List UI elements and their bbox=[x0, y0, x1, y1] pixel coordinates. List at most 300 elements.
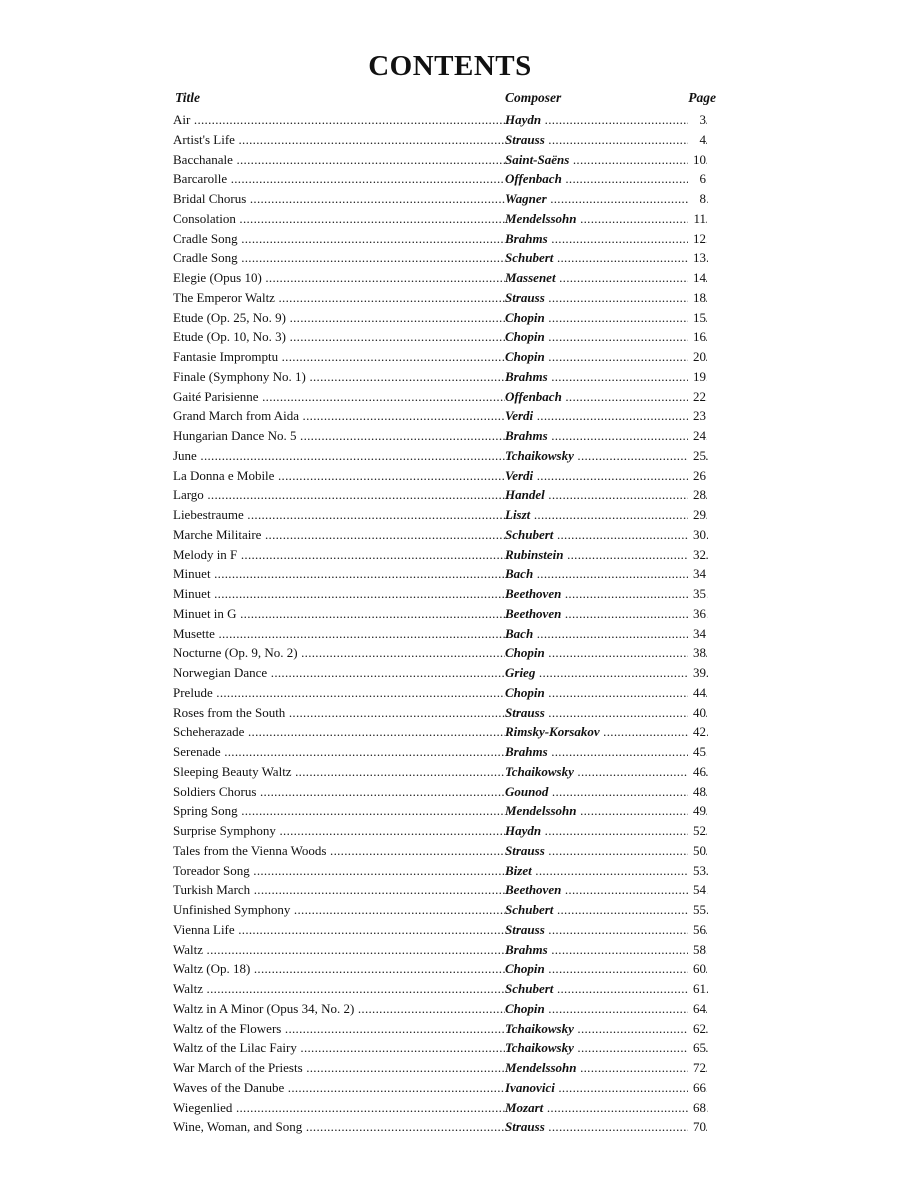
toc-entry-title-cell bbox=[173, 782, 505, 802]
toc-entry-page: 29 bbox=[688, 505, 706, 525]
toc-entry-page: 65 bbox=[688, 1038, 706, 1058]
toc-entry-title: Bacchanale bbox=[173, 151, 233, 167]
toc-entry bbox=[0, 999, 900, 1019]
toc-entry bbox=[0, 703, 900, 723]
toc-entry-composer: Schubert bbox=[505, 526, 554, 542]
toc-entry-page: 28 bbox=[688, 485, 706, 505]
toc-entry-page: 16 bbox=[688, 327, 706, 347]
toc-entry-composer: Tchaikowsky bbox=[505, 763, 574, 779]
toc-entry-composer-cell bbox=[505, 821, 708, 841]
toc-entry-title: Waltz bbox=[173, 941, 203, 957]
toc-entry-composer: Strauss bbox=[505, 289, 545, 305]
toc-entry-title: Waltz (Op. 18) bbox=[173, 961, 251, 977]
toc-entry-composer-cell bbox=[505, 327, 708, 347]
toc-entry-title: Elegie (Opus 10) bbox=[173, 270, 262, 285]
toc-entry-title-cell bbox=[173, 229, 505, 249]
toc-entry-composer-cell bbox=[505, 1038, 708, 1058]
toc-entry-title: Spring Song bbox=[173, 803, 238, 819]
toc-entry-composer: Brahms bbox=[505, 744, 548, 759]
toc-entry-page: 46 bbox=[688, 762, 706, 782]
toc-entry-composer-cell bbox=[505, 604, 708, 624]
toc-entry-title-cell bbox=[173, 485, 505, 505]
toc-entry-title-cell bbox=[173, 545, 505, 565]
toc-entry-title: Minuet bbox=[173, 566, 211, 582]
toc-entry-title-cell bbox=[173, 1019, 505, 1039]
toc-entry-title: Cradle Song bbox=[173, 230, 238, 246]
toc-entry-page: 3 bbox=[688, 110, 706, 130]
toc-entry-title: Minuet bbox=[173, 586, 211, 601]
toc-entry-composer: Rimsky-Korsakov bbox=[505, 724, 600, 740]
toc-entry-composer: Haydn bbox=[505, 823, 542, 838]
toc-entry bbox=[0, 1058, 900, 1078]
toc-entry bbox=[0, 288, 900, 308]
toc-entry-title-cell bbox=[173, 1098, 505, 1118]
toc-entry-page: 35 bbox=[688, 584, 706, 604]
toc-entry bbox=[0, 643, 900, 663]
toc-entry-composer: Ivanovici bbox=[505, 1079, 555, 1095]
toc-entry bbox=[0, 426, 900, 446]
toc-entry-title-cell bbox=[173, 150, 505, 170]
toc-entry bbox=[0, 327, 900, 347]
toc-entry-composer: Chopin bbox=[505, 1000, 545, 1016]
toc-entry-composer: Grieg bbox=[505, 665, 536, 680]
toc-entry-page: 14 bbox=[688, 268, 706, 288]
toc-entry-composer: Verdi bbox=[505, 467, 534, 483]
toc-entry-composer-cell bbox=[505, 841, 708, 861]
toc-entry-composer-cell bbox=[505, 920, 708, 940]
toc-entry-title-cell bbox=[173, 643, 505, 663]
toc-entry bbox=[0, 1098, 900, 1118]
toc-entry-composer: Schubert bbox=[505, 250, 554, 266]
toc-entry-title-cell bbox=[173, 327, 505, 347]
toc-entry-composer-cell bbox=[505, 505, 708, 525]
toc-entry bbox=[0, 406, 900, 426]
toc-entry-composer-cell bbox=[505, 308, 708, 328]
toc-entry-page: 49 bbox=[688, 801, 706, 821]
toc-entry-page: 23 bbox=[688, 406, 706, 426]
toc-entry-composer-cell bbox=[505, 1019, 708, 1039]
toc-entry-title-cell bbox=[173, 861, 505, 881]
toc-entry bbox=[0, 564, 900, 584]
toc-entry-page: 10 bbox=[688, 150, 706, 170]
toc-entry-composer-cell bbox=[505, 861, 708, 881]
toc-entry-page: 58 bbox=[688, 940, 706, 960]
toc-entry bbox=[0, 308, 900, 328]
toc-entry-page: 68 bbox=[688, 1098, 706, 1118]
toc-entry-title-cell bbox=[173, 308, 505, 328]
toc-entry-composer-cell bbox=[505, 1058, 708, 1078]
toc-entry-title-cell bbox=[173, 169, 505, 189]
toc-entry-title: Waves of the Danube bbox=[173, 1079, 285, 1095]
toc-entry-page: 34 bbox=[688, 564, 706, 584]
toc-entry-page: 12 bbox=[688, 229, 706, 249]
toc-entry-composer: Strauss bbox=[505, 131, 545, 147]
toc-entry-title-cell bbox=[173, 446, 505, 466]
toc-entry-title-cell bbox=[173, 959, 505, 979]
toc-entry bbox=[0, 663, 900, 683]
toc-entry bbox=[0, 387, 900, 407]
toc-entry-composer: Verdi bbox=[505, 408, 534, 424]
toc-entry-composer-cell bbox=[505, 801, 708, 821]
toc-entry-title-cell bbox=[173, 406, 505, 426]
toc-entry-title: Musette bbox=[173, 625, 215, 641]
toc-entry-page: 39 bbox=[688, 663, 706, 683]
toc-entry-composer-cell bbox=[505, 940, 708, 960]
toc-entry bbox=[0, 446, 900, 466]
toc-entry-composer-cell bbox=[505, 1098, 708, 1118]
toc-entry bbox=[0, 248, 900, 268]
toc-entry-title-cell bbox=[173, 979, 505, 999]
toc-entry bbox=[0, 782, 900, 802]
toc-entry-composer-cell bbox=[505, 268, 708, 288]
toc-entry bbox=[0, 209, 900, 229]
toc-entry-title-cell bbox=[173, 387, 505, 407]
toc-entry-title-cell bbox=[173, 900, 505, 920]
toc-entry-title: Gaité Parisienne bbox=[173, 388, 259, 404]
toc-entry-composer: Offenbach bbox=[505, 171, 562, 187]
toc-entry-composer: Tchaikowsky bbox=[505, 447, 574, 463]
toc-entry bbox=[0, 466, 900, 486]
toc-entry-composer-cell bbox=[505, 347, 708, 367]
toc-entry-title: Fantasie Impromptu bbox=[173, 349, 279, 364]
toc-entry-title-cell bbox=[173, 999, 505, 1019]
toc-entry-title: Barcarolle bbox=[173, 171, 228, 187]
toc-entry-title-cell bbox=[173, 564, 505, 584]
toc-entry bbox=[0, 1019, 900, 1039]
toc-entry-composer-cell bbox=[505, 150, 708, 170]
toc-entry-page: 60 bbox=[688, 959, 706, 979]
toc-entry-title: Soldiers Chorus bbox=[173, 783, 257, 799]
toc-entry-title: Toreador Song bbox=[173, 862, 250, 878]
toc-entry-title-cell bbox=[173, 604, 505, 624]
toc-entry-composer: Gounod bbox=[505, 783, 549, 799]
toc-entry-composer-cell bbox=[505, 584, 708, 604]
toc-entry-composer-cell bbox=[505, 880, 708, 900]
toc-entry-composer: Chopin bbox=[505, 349, 545, 364]
toc-entry-composer-cell bbox=[505, 663, 708, 683]
column-header-title: Title bbox=[175, 90, 200, 105]
toc-entry-composer: Chopin bbox=[505, 684, 545, 700]
toc-entry-composer-cell bbox=[505, 169, 708, 189]
toc-entry-title: Roses from the South bbox=[173, 704, 286, 720]
toc-entry-title-cell bbox=[173, 248, 505, 268]
toc-entry-title: Prelude bbox=[173, 684, 213, 700]
toc-entry-composer: Chopin bbox=[505, 329, 545, 345]
toc-entry bbox=[0, 584, 900, 604]
toc-entry-composer: Chopin bbox=[505, 645, 545, 661]
page-title: CONTENTS bbox=[368, 50, 532, 82]
toc-entry-title: Largo bbox=[173, 487, 204, 503]
toc-entry bbox=[0, 979, 900, 999]
toc-entry-page: 8 bbox=[688, 189, 706, 209]
toc-entry-page: 64 bbox=[688, 999, 706, 1019]
toc-entry-composer-cell bbox=[505, 643, 708, 663]
toc-entry-page: 24 bbox=[688, 426, 706, 446]
toc-entry bbox=[0, 367, 900, 387]
toc-entry bbox=[0, 189, 900, 209]
toc-entry-page: 19 bbox=[688, 367, 706, 387]
toc-entry-page: 42 bbox=[688, 722, 706, 742]
toc-entry-title-cell bbox=[173, 347, 505, 367]
toc-entry-composer-cell bbox=[505, 545, 708, 565]
toc-entry-title: Minuet in G bbox=[173, 605, 237, 621]
toc-entry-composer-cell bbox=[505, 426, 708, 446]
toc-entry-title: Etude (Op. 10, No. 3) bbox=[173, 329, 287, 345]
toc-entry-title-cell bbox=[173, 367, 505, 387]
toc-entry-title: Scheherazade bbox=[173, 724, 245, 740]
toc-entry bbox=[0, 505, 900, 525]
toc-entry-page: 55 bbox=[688, 900, 706, 920]
toc-entry-composer: Chopin bbox=[505, 961, 545, 977]
toc-entry-title: Sleeping Beauty Waltz bbox=[173, 763, 292, 779]
toc-entry bbox=[0, 1117, 900, 1137]
toc-entry-title: Nocturne (Op. 9, No. 2) bbox=[173, 645, 298, 661]
toc-entry bbox=[0, 762, 900, 782]
toc-entry bbox=[0, 229, 900, 249]
toc-entry-composer-cell bbox=[505, 189, 708, 209]
toc-entry bbox=[0, 722, 900, 742]
column-header-page: Page bbox=[688, 90, 716, 105]
toc-entry bbox=[0, 169, 900, 189]
toc-entry-title-cell bbox=[173, 268, 505, 288]
toc-entry-composer-cell bbox=[505, 1117, 708, 1137]
toc-entry-page: 53 bbox=[688, 861, 706, 881]
toc-entry-composer: Beethoven bbox=[505, 882, 562, 898]
toc-entry-title: Liebestraume bbox=[173, 507, 244, 522]
toc-entry-title-cell bbox=[173, 722, 505, 742]
toc-entry-title: Hungarian Dance No. 5 bbox=[173, 428, 297, 443]
toc-entry-title: Unfinished Symphony bbox=[173, 902, 291, 917]
contents-list bbox=[0, 110, 900, 1137]
toc-entry-title: War March of the Priests bbox=[173, 1060, 303, 1075]
toc-entry-title: Vienna Life bbox=[173, 921, 235, 937]
toc-entry-title-cell bbox=[173, 624, 505, 644]
toc-entry-composer: Beethoven bbox=[505, 605, 562, 621]
toc-entry-composer: Strauss bbox=[505, 921, 545, 937]
toc-entry-composer-cell bbox=[505, 248, 708, 268]
toc-entry-title-cell bbox=[173, 801, 505, 821]
toc-entry bbox=[0, 525, 900, 545]
toc-entry-composer-cell bbox=[505, 485, 708, 505]
toc-entry-title: Wiegenlied bbox=[173, 1099, 233, 1115]
toc-entry-title: Consolation bbox=[173, 210, 236, 226]
toc-entry-title: Surprise Symphony bbox=[173, 823, 276, 838]
toc-entry-title-cell bbox=[173, 1078, 505, 1098]
toc-entry bbox=[0, 900, 900, 920]
toc-entry-page: 20 bbox=[688, 347, 706, 367]
toc-entry-page: 18 bbox=[688, 288, 706, 308]
toc-entry-title: Etude (Op. 25, No. 9) bbox=[173, 309, 287, 325]
toc-entry-title: Air bbox=[173, 112, 191, 127]
toc-entry-composer-cell bbox=[505, 703, 708, 723]
toc-entry-page: 25 bbox=[688, 446, 706, 466]
toc-entry-composer: Strauss bbox=[505, 1119, 545, 1135]
toc-entry-composer-cell bbox=[505, 564, 708, 584]
toc-entry bbox=[0, 861, 900, 881]
toc-entry bbox=[0, 110, 900, 130]
toc-entry-composer: Rubinstein bbox=[505, 546, 564, 562]
toc-entry-title-cell bbox=[173, 288, 505, 308]
toc-entry-title-cell bbox=[173, 742, 505, 762]
toc-entry-composer: Mendelssohn bbox=[505, 210, 577, 226]
toc-entry-composer: Schubert bbox=[505, 981, 554, 996]
toc-entry-page: 40 bbox=[688, 703, 706, 723]
toc-entry-page: 62 bbox=[688, 1019, 706, 1039]
toc-entry-title-cell bbox=[173, 130, 505, 150]
toc-entry-title-cell bbox=[173, 505, 505, 525]
toc-entry-composer-cell bbox=[505, 446, 708, 466]
toc-entry-title-cell bbox=[173, 1038, 505, 1058]
toc-entry bbox=[0, 150, 900, 170]
toc-entry-title: Marche Militaire bbox=[173, 526, 262, 542]
toc-entry-composer-cell bbox=[505, 387, 708, 407]
toc-entry-page: 61 bbox=[688, 979, 706, 999]
toc-entry-composer: Strauss bbox=[505, 842, 545, 858]
toc-entry-page: 66 bbox=[688, 1078, 706, 1098]
toc-entry-composer: Liszt bbox=[505, 507, 531, 522]
toc-entry bbox=[0, 347, 900, 367]
toc-entry bbox=[0, 821, 900, 841]
toc-entry-title: The Emperor Waltz bbox=[173, 289, 275, 305]
toc-entry-page: 50 bbox=[688, 841, 706, 861]
toc-entry-title: Waltz of the Flowers bbox=[173, 1020, 282, 1036]
toc-entry-page: 13 bbox=[688, 248, 706, 268]
toc-entry-composer: Bach bbox=[505, 625, 534, 641]
toc-entry-page: 4 bbox=[688, 130, 706, 150]
toc-entry-title: Artist's Life bbox=[173, 131, 235, 147]
toc-entry-composer: Saint-Saëns bbox=[505, 151, 570, 167]
toc-entry-composer: Bach bbox=[505, 566, 534, 582]
toc-entry-composer: Tchaikowsky bbox=[505, 1040, 574, 1056]
toc-entry-title-cell bbox=[173, 703, 505, 723]
toc-entry bbox=[0, 959, 900, 979]
toc-entry-composer: Brahms bbox=[505, 428, 548, 443]
toc-entry-title: Waltz bbox=[173, 981, 203, 996]
toc-entry-composer: Massenet bbox=[505, 270, 556, 285]
toc-entry-title: Wine, Woman, and Song bbox=[173, 1119, 303, 1135]
toc-entry bbox=[0, 624, 900, 644]
toc-entry-title-cell bbox=[173, 525, 505, 545]
toc-entry-composer-cell bbox=[505, 999, 708, 1019]
toc-entry-page: 72 bbox=[688, 1058, 706, 1078]
toc-entry-title-cell bbox=[173, 1117, 505, 1137]
toc-entry bbox=[0, 1038, 900, 1058]
toc-entry-composer: Brahms bbox=[505, 230, 548, 246]
toc-entry-title: Finale (Symphony No. 1) bbox=[173, 368, 306, 384]
toc-entry bbox=[0, 920, 900, 940]
toc-entry-composer: Bizet bbox=[505, 862, 532, 878]
toc-entry-composer: Chopin bbox=[505, 309, 545, 325]
toc-entry-title: Cradle Song bbox=[173, 250, 238, 266]
toc-entry-title: Waltz in A Minor (Opus 34, No. 2) bbox=[173, 1000, 355, 1016]
toc-entry-composer: Brahms bbox=[505, 941, 548, 957]
toc-entry-composer-cell bbox=[505, 288, 708, 308]
toc-entry bbox=[0, 801, 900, 821]
toc-entry bbox=[0, 880, 900, 900]
toc-entry-title: Norwegian Dance bbox=[173, 665, 268, 680]
column-header-composer: Composer bbox=[505, 90, 562, 105]
toc-entry-title-cell bbox=[173, 683, 505, 703]
toc-entry-composer-cell bbox=[505, 525, 708, 545]
toc-entry-title-cell bbox=[173, 663, 505, 683]
toc-entry-composer: Haydn bbox=[505, 112, 542, 127]
toc-entry-composer-cell bbox=[505, 130, 708, 150]
toc-entry-composer-cell bbox=[505, 624, 708, 644]
toc-entry-composer: Offenbach bbox=[505, 388, 562, 404]
toc-entry-composer-cell bbox=[505, 959, 708, 979]
toc-entry-page: 32 bbox=[688, 545, 706, 565]
toc-entry-composer-cell bbox=[505, 722, 708, 742]
toc-entry-page: 36 bbox=[688, 604, 706, 624]
toc-entry-composer-cell bbox=[505, 742, 708, 762]
toc-entry-title-cell bbox=[173, 584, 505, 604]
toc-entry-title-cell bbox=[173, 762, 505, 782]
toc-entry bbox=[0, 1078, 900, 1098]
toc-entry-page: 38 bbox=[688, 643, 706, 663]
toc-entry bbox=[0, 268, 900, 288]
toc-entry-composer: Tchaikowsky bbox=[505, 1020, 574, 1036]
toc-entry-title: Grand March from Aida bbox=[173, 408, 299, 424]
toc-entry bbox=[0, 742, 900, 762]
toc-entry bbox=[0, 130, 900, 150]
toc-entry-title-cell bbox=[173, 209, 505, 229]
toc-entry-title: Tales from the Vienna Woods bbox=[173, 842, 327, 858]
toc-entry-title-cell bbox=[173, 940, 505, 960]
toc-entry-composer-cell bbox=[505, 1078, 708, 1098]
toc-entry-title: Waltz of the Lilac Fairy bbox=[173, 1040, 297, 1056]
toc-entry bbox=[0, 683, 900, 703]
toc-entry-page: 48 bbox=[688, 782, 706, 802]
toc-entry-title-cell bbox=[173, 1058, 505, 1078]
toc-entry-composer: Brahms bbox=[505, 368, 548, 384]
toc-entry-page: 52 bbox=[688, 821, 706, 841]
toc-entry-title: Turkish March bbox=[173, 882, 251, 898]
toc-entry-composer: Schubert bbox=[505, 902, 554, 917]
toc-entry-title: Melody in F bbox=[173, 546, 238, 562]
toc-entry-composer-cell bbox=[505, 367, 708, 387]
toc-entry-page: 56 bbox=[688, 920, 706, 940]
toc-entry-title: Bridal Chorus bbox=[173, 191, 247, 206]
toc-entry-title-cell bbox=[173, 110, 505, 130]
toc-entry-page: 26 bbox=[688, 466, 706, 486]
toc-entry-title-cell bbox=[173, 189, 505, 209]
toc-entry-composer: Mendelssohn bbox=[505, 803, 577, 819]
toc-entry bbox=[0, 604, 900, 624]
toc-entry-composer: Mozart bbox=[505, 1099, 544, 1115]
toc-entry-composer: Strauss bbox=[505, 704, 545, 720]
toc-entry-page: 22 bbox=[688, 387, 706, 407]
toc-entry-composer-cell bbox=[505, 466, 708, 486]
toc-entry-page: 11 bbox=[688, 209, 706, 229]
toc-entry-composer-cell bbox=[505, 979, 708, 999]
toc-entry-composer-cell bbox=[505, 110, 708, 130]
toc-entry bbox=[0, 841, 900, 861]
toc-entry-composer-cell bbox=[505, 209, 708, 229]
toc-entry-title: La Donna e Mobile bbox=[173, 467, 275, 483]
toc-entry-composer-cell bbox=[505, 782, 708, 802]
toc-entry-title-cell bbox=[173, 426, 505, 446]
toc-entry-title: Serenade bbox=[173, 744, 221, 759]
toc-entry-composer-cell bbox=[505, 683, 708, 703]
toc-entry-composer: Handel bbox=[505, 487, 545, 503]
toc-entry bbox=[0, 940, 900, 960]
toc-entry-composer-cell bbox=[505, 406, 708, 426]
toc-entry-title-cell bbox=[173, 841, 505, 861]
toc-entry bbox=[0, 545, 900, 565]
toc-entry-composer: Mendelssohn bbox=[505, 1060, 577, 1075]
toc-entry-composer: Beethoven bbox=[505, 586, 562, 601]
toc-entry-title-cell bbox=[173, 880, 505, 900]
